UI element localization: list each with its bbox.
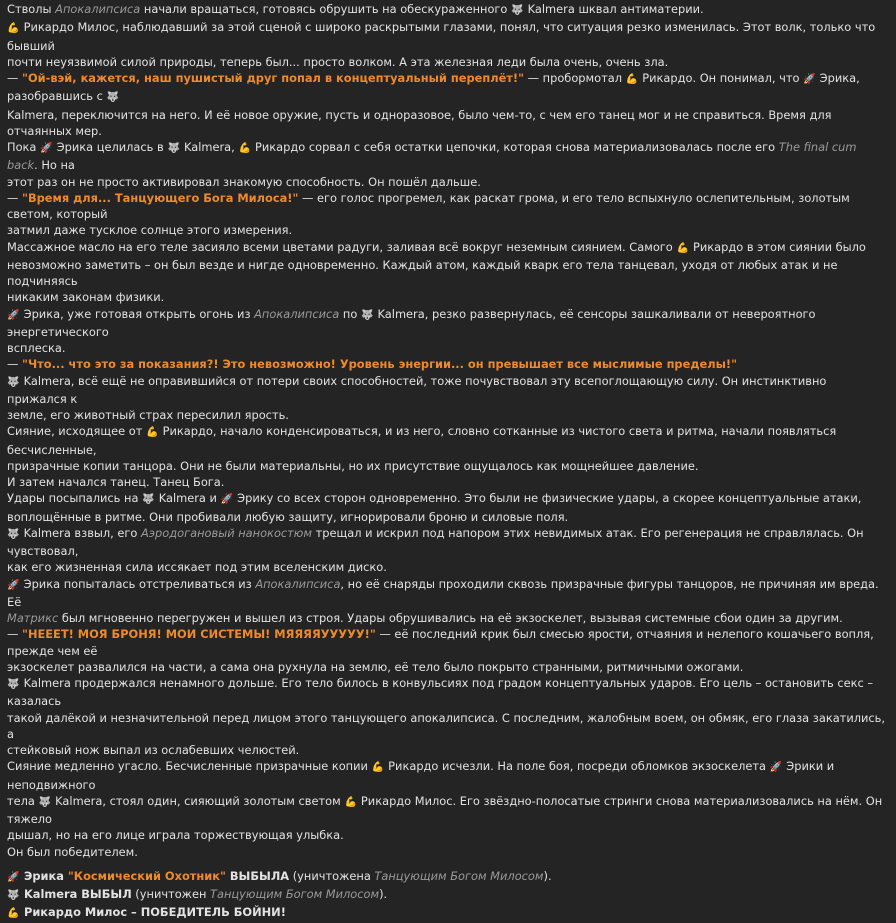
story-line	[7, 458, 888, 474]
text-segment: Kalmera и	[155, 491, 221, 506]
story-line	[7, 54, 888, 70]
text-segment: никаким законам физики.	[7, 290, 165, 305]
story-line	[7, 610, 888, 626]
text-segment: , но её снаряды проходили сквозь призрачные фигуры танцоров, не причиняя им вреда. Её	[7, 576, 883, 609]
text-segment: Он был победителем.	[7, 844, 138, 859]
wolf-icon: 🐺	[7, 528, 20, 540]
text-segment: — пробормотал	[524, 71, 626, 85]
text-segment: Kalmera, переключится на него. И её новое оружие, пусть и одноразовое, было чем-то, с чем его танец мог и не справиться. Время для отчаянных мер.	[7, 107, 836, 138]
text-segment: — её последний крик был смесью ярости, отчаяния и нелепого кошачьего вопля, прежде чем её	[7, 627, 878, 658]
wolf-icon: 🐺	[361, 309, 374, 321]
text-segment: Стволы	[7, 2, 56, 16]
muscle-icon: 💪	[146, 427, 159, 439]
rocket-icon: 🚀	[769, 762, 783, 774]
text-segment: призрачные копии танцора. Они не были материальны, но их присутствие ощущалось как мощнейшее давление.	[7, 458, 699, 473]
muscle-icon: 💪	[676, 242, 690, 254]
story-line	[7, 474, 888, 490]
wolf-icon: 🐺	[106, 92, 120, 104]
text-segment: Рикардо. Он понимал, что	[638, 71, 804, 85]
text-segment: затмил даже тусклое солнце этого измерения.	[7, 223, 293, 238]
story-line	[7, 509, 888, 525]
text-segment: Kalmera продержался ненамного дольше. Его тело билось в конвульсиях под градом концептуальных ударов. Его цель – остановить секс – казалась	[7, 676, 877, 709]
rocket-icon: 🚀	[7, 579, 20, 591]
wolf-icon: 🐺	[38, 796, 52, 808]
text-segment: Сияние медленно угасло. Бесчисленные призрачные копии	[7, 759, 372, 774]
text-segment: Рикардо сорвал с себя остатки цепочки, которая снова материализовалась после его	[251, 140, 779, 154]
muscle-icon: 💪	[238, 143, 252, 154]
text-segment: Kalmera,	[180, 140, 239, 154]
text-segment: почти неуязвимой силой природы, теперь был... просто волком. А эта железная леди была очень, очень зла.	[7, 54, 669, 69]
bold-text: Эрика	[20, 868, 68, 883]
story-line	[7, 710, 888, 743]
quote-text: "Время для... Танцующего Бога Милоса!"	[22, 190, 299, 205]
text-segment: Эрику со всех сторон одновременно. Это были не физические удары, а скорее концептуальные атаки,	[233, 491, 862, 506]
story-line	[7, 19, 888, 54]
wolf-icon: 🐺	[511, 5, 524, 16]
story-line	[7, 868, 888, 886]
text-segment: ).	[379, 887, 388, 901]
quote-text: "Ой-вэй, кажется, наш пушистый друг попал в концептуальный переплёт!"	[22, 71, 525, 85]
text-segment: всплеска.	[7, 341, 66, 355]
muscle-icon: 💪	[344, 796, 358, 808]
story-line	[7, 490, 888, 508]
muscle-icon: 💪	[625, 74, 639, 85]
story-line	[7, 423, 888, 458]
text-segment: . Но на	[34, 158, 75, 173]
text-segment: —	[7, 71, 23, 85]
story-line	[7, 174, 888, 190]
wolf-icon: 🐺	[142, 494, 155, 506]
text-segment: дышал, но на его лице играла торжествующая улыбка.	[7, 828, 344, 843]
text-segment: стейковый нож выпал из ослабевших челюстей.	[7, 743, 300, 757]
italic-term: Матрикс	[7, 611, 59, 625]
story-line	[7, 373, 888, 408]
text-segment: Kalmera взвыл, его	[20, 525, 142, 540]
story-line	[7, 70, 888, 107]
text-segment: (уничтожен	[131, 887, 211, 901]
story-line	[7, 904, 888, 922]
italic-term: Апокалипсиса	[255, 576, 341, 591]
text-segment: Рикардо, начало конденсироваться, и из него, словно сотканные из чистого света и ритма, начали появляться бесчисленные,	[7, 424, 840, 457]
quote-text: "НЕЕЕТ! МОЯ БРОНЯ! МОИ СИСТЕМЫ! МЯЯЯЯУУУУУ!"	[22, 627, 376, 642]
rocket-icon: 🚀	[220, 494, 234, 506]
text-segment: (уничтожена	[289, 868, 375, 883]
muscle-icon: 💪	[7, 23, 20, 35]
story-line	[7, 407, 888, 423]
story-line	[7, 576, 888, 611]
text-segment: Эрики и неподвижного	[7, 759, 838, 792]
text-segment: воплощённые в ритме. Они пробивали любую защиту, игнорировали броню и силовые поля.	[7, 509, 569, 524]
wolf-icon: 🐺	[7, 376, 20, 388]
story-line	[7, 659, 888, 675]
text-segment: как его жизненная сила иссякает под этим вселенским диско.	[7, 560, 387, 575]
bold-text: Kalmera ВЫБЫЛ	[20, 887, 132, 901]
rocket-icon: 🚀	[40, 143, 53, 154]
story-line	[7, 844, 888, 860]
italic-term: Апокалипсиса	[254, 306, 340, 321]
story-line	[7, 559, 888, 575]
story-line	[7, 793, 888, 828]
text-segment: Удары посыпались на	[7, 491, 143, 506]
text-segment: Массажное масло на его теле засияло всеми цветами радуги, заливая всё вокруг неземным сиянием. Самого	[7, 239, 677, 254]
text-segment: Эрика целилась в	[53, 140, 168, 154]
story-line	[7, 356, 888, 372]
muscle-icon: 💪	[371, 762, 385, 774]
text-segment: Эрика, разобравшись с	[7, 71, 864, 104]
wolf-icon: 🐺	[7, 890, 20, 901]
wolf-icon: 🐺	[167, 143, 181, 154]
text-segment: Kalmera шквал антиматерии.	[524, 2, 704, 16]
text-segment: невозможно заметить – он был везде и нигде одновременно. Каждый атом, каждый кварк его тела танцевал, уходя от любых атак и не подчиняясь	[7, 257, 842, 288]
story-line	[7, 742, 888, 758]
rocket-icon: 🚀	[7, 871, 20, 883]
text-segment: —	[7, 190, 23, 205]
italic-term: The final cum back	[7, 140, 861, 173]
text-segment: трещал и искрил под напором этих невидимых атак. Его регенерация не справлялась. Он чувствовал,	[7, 525, 868, 558]
story-line	[7, 525, 888, 560]
text-segment: —	[7, 357, 23, 372]
story-line	[7, 289, 888, 305]
text-segment: Эрика, уже готовая открыть огонь из	[20, 306, 255, 321]
text-segment: земле, его животный страх пересилил ярость.	[7, 408, 289, 422]
italic-term: Танцующим Богом Милосом	[210, 887, 380, 901]
italic-term: Апокалипсиса	[55, 2, 141, 16]
story-line	[7, 675, 888, 710]
text-segment: по	[339, 306, 361, 321]
story-line	[7, 239, 888, 257]
text-segment: был мгновенно перегружен и вышел из строя. Удары обрушивались на её экзоскелет, вызывая системные сбои один за другим.	[58, 611, 843, 625]
story-line	[7, 340, 888, 356]
paragraph-gap	[7, 860, 888, 868]
quote-text: "Космический Охотник"	[67, 868, 226, 883]
text-segment: Рикардо исчезли. На поле боя, посреди обломков экзоскелета	[384, 759, 770, 774]
rocket-icon: 🚀	[803, 74, 816, 85]
text-segment: такой далёкой и незначительной перед лицом этого танцующего апокалипсиса. С последним, жалобным воем, он обмяк, его глаза закатились, а	[7, 710, 889, 741]
story-line	[7, 257, 888, 290]
story-line	[7, 827, 888, 843]
story-line	[7, 222, 888, 238]
text-segment: И затем начался танец. Танец Бога.	[7, 475, 225, 489]
text-segment: Рикардо Милос. Его звёздно-полосатые стринги снова материализовались на нём. Он тяжело	[7, 793, 886, 826]
wolf-icon: 🐺	[7, 679, 20, 690]
italic-term: Аэродогановый нанокостюм	[141, 525, 312, 540]
text-segment: Сияние, исходящее от	[7, 424, 147, 439]
rocket-icon: 🚀	[7, 309, 20, 321]
story-line	[7, 886, 888, 904]
muscle-icon: 💪	[7, 908, 20, 920]
text-segment: этот раз он не просто активировал знакомую способность. Он пошёл дальше.	[7, 174, 481, 189]
story-line	[7, 1, 888, 19]
story-line	[7, 306, 888, 341]
story-line	[7, 758, 888, 793]
text-segment: Kalmera, всё ещё не оправившийся от потери своих способностей, тоже почувствовал эту всепоглощающую силу. Он инстинктивно прижался к	[7, 373, 831, 406]
text-segment: — его голос прогремел, как раскат грома, и его тело вспыхнуло ослепительным, золотым светом, который	[7, 190, 854, 221]
text-segment: Пока	[7, 140, 41, 154]
text-segment: Kalmera, стоял один, сияющий золотым светом	[51, 793, 345, 808]
text-segment: ).	[543, 868, 552, 883]
bold-text: Рикардо Милос – ПОБЕДИТЕЛЬ БОЙНИ!	[20, 905, 286, 920]
text-segment: Эрика попыталась отстреливаться из	[20, 576, 256, 591]
text-segment: начали вращаться, готовясь обрушить на обескураженного	[140, 2, 512, 16]
story-line	[7, 190, 888, 223]
text-segment: Kalmera, резко развернулась, её сенсоры зашкаливали от невероятного энергетического	[7, 306, 820, 339]
italic-term: Танцующим Богом Милосом	[374, 868, 544, 883]
text-segment: —	[7, 627, 23, 642]
text-segment: Рикардо Милос, наблюдавший за этой сценой с широко раскрытыми глазами, понял, что ситуация резко изменилась. Этот волк, только что бывший	[7, 20, 879, 53]
bold-text: ВЫБЫЛА	[225, 868, 290, 883]
story-line	[7, 139, 888, 174]
text-segment: Рикардо в этом сиянии было	[689, 239, 866, 254]
text-segment: экзоскелет развалился на части, а сама она рухнула на землю, её тело было покрыто странными, ритмичными ожогами.	[7, 659, 744, 674]
story-line	[7, 107, 888, 140]
text-segment: тела	[7, 793, 39, 808]
quote-text: "Что... что это за показания?! Это невозможно! Уровень энергии... он превышает все мыслимые пределы!"	[22, 357, 738, 372]
story-line	[7, 626, 888, 659]
